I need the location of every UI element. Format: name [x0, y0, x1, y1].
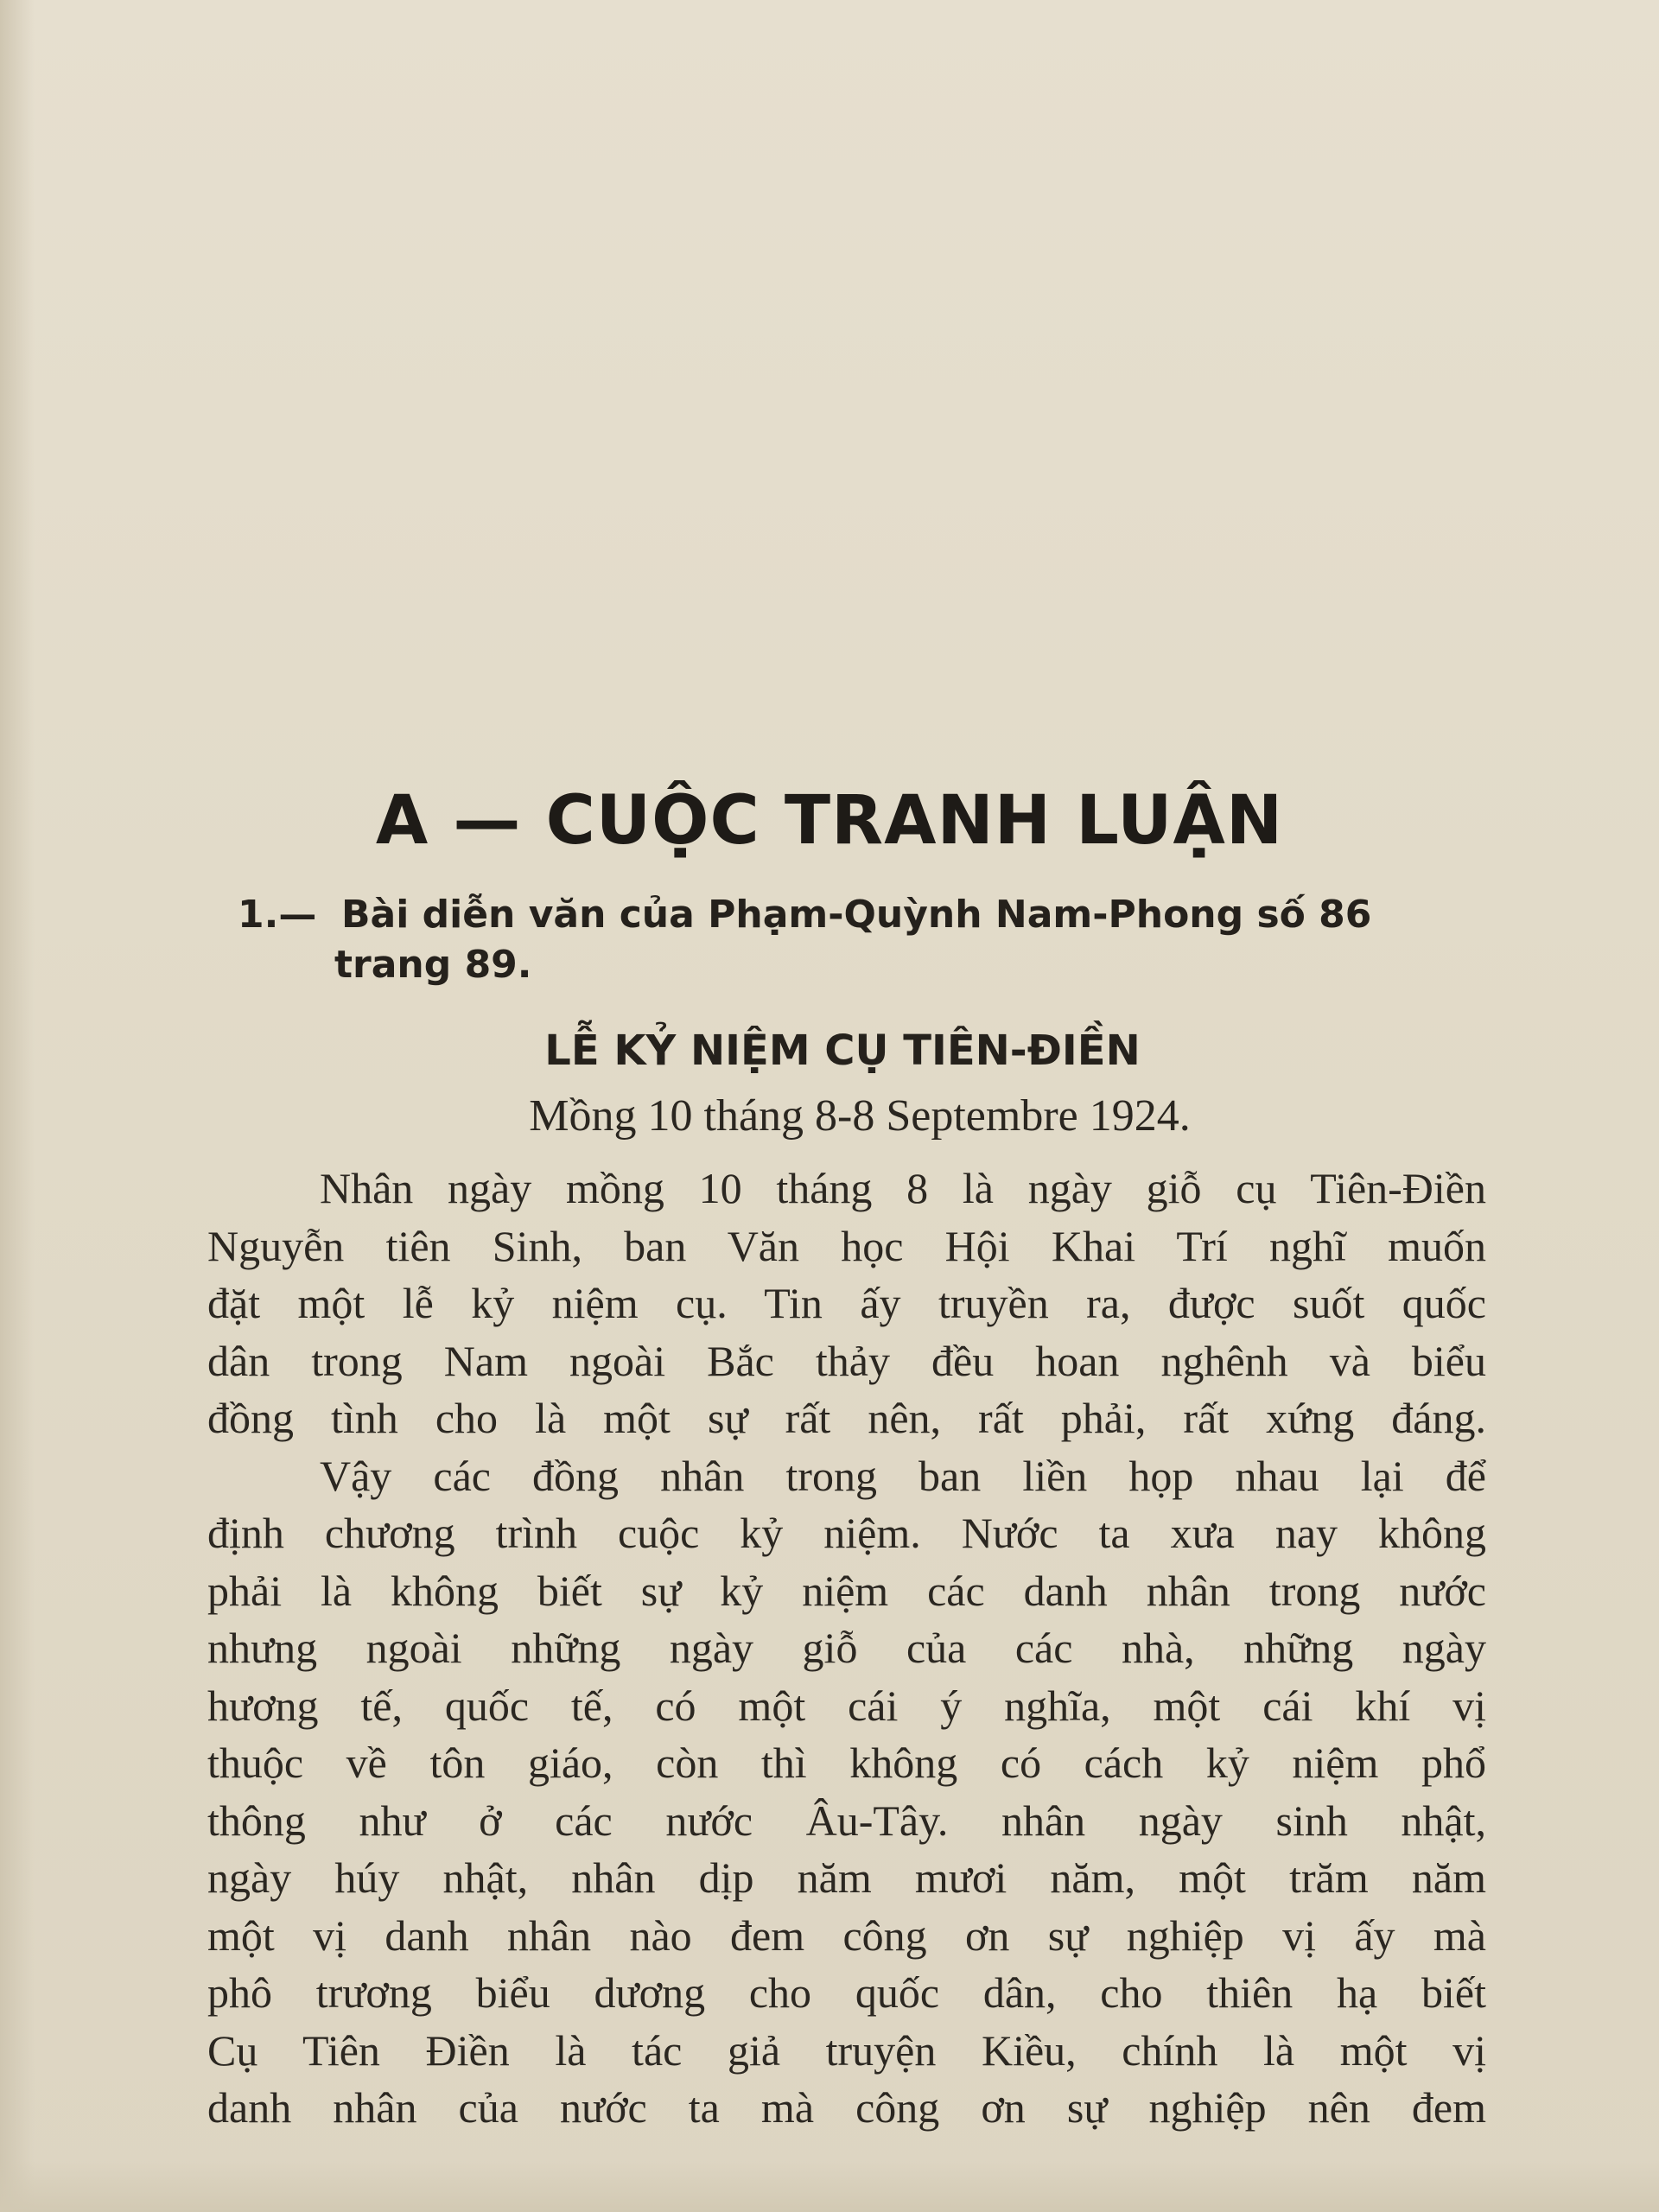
- body-line: dân trong Nam ngoài Bắc thảy đều hoan nghênh và biểu: [207, 1336, 1486, 1385]
- item-entry: [238, 890, 1499, 990]
- body-line: ngày húy nhật, nhân dịp năm mươi năm, một trăm năm: [207, 1853, 1486, 1902]
- page-bottom-shadow: [0, 2160, 1659, 2212]
- item-title-line2: trang 89.: [334, 943, 532, 987]
- body-line: phô trương biểu dương cho quốc dân, cho thiên hạ biết: [207, 1968, 1486, 2017]
- item-title-line1: Bài diễn văn của Phạm-Quỳnh Nam-Phong số 86: [341, 893, 1372, 937]
- body-line: định chương trình cuộc kỷ niệm. Nước ta xưa nay không: [207, 1509, 1486, 1557]
- body-line: hương tế, quốc tế, có một cái ý nghĩa, một cái khí vị: [207, 1681, 1486, 1730]
- body-line: phải là không biết sự kỷ niệm các danh nhân trong nước: [207, 1566, 1486, 1615]
- speech-date: Mồng 10 tháng 8-8 Septembre 1924.: [529, 1091, 1191, 1141]
- body-line: danh nhân của nước ta mà công ơn sự nghiệp nên đem: [207, 2083, 1486, 2132]
- body-line: thuộc về tôn giáo, còn thì không có cách kỷ niệm phổ: [207, 1738, 1486, 1787]
- body-line: thông như ở các nước Âu-Tây. nhân ngày sinh nhật,: [207, 1796, 1486, 1845]
- body-line: đặt một lễ kỷ niệm cụ. Tin ấy truyền ra, được suốt quốc: [207, 1279, 1486, 1327]
- body-line: đồng tình cho là một sự rất nên, rất phải, rất xứng đáng.: [207, 1394, 1486, 1442]
- body-line: Vậy các đồng nhân trong ban liền họp nhau lại để: [320, 1451, 1486, 1500]
- speech-title: LỄ KỶ NIỆM CỤ TIÊN-ĐIỀN: [544, 1027, 1141, 1075]
- item-number: 1.—: [238, 893, 317, 937]
- body-line: Nguyễn tiên Sinh, ban Văn học Hội Khai Trí nghĩ muốn: [207, 1221, 1486, 1270]
- body-line: Nhân ngày mồng 10 tháng 8 là ngày giỗ cụ Tiên-Điền: [320, 1164, 1486, 1212]
- body-line: một vị danh nhân nào đem công ơn sự nghiệp vị ấy mà: [207, 1910, 1486, 1960]
- section-heading: A — CUỘC TRANH LUẬN: [375, 782, 1284, 860]
- speech-body: [207, 1160, 1486, 2137]
- body-line: nhưng ngoài những ngày giỗ của các nhà, những ngày: [207, 1624, 1486, 1672]
- body-line: Cụ Tiên Điền là tác giả truyện Kiều, chính là một vị: [207, 2025, 1486, 2075]
